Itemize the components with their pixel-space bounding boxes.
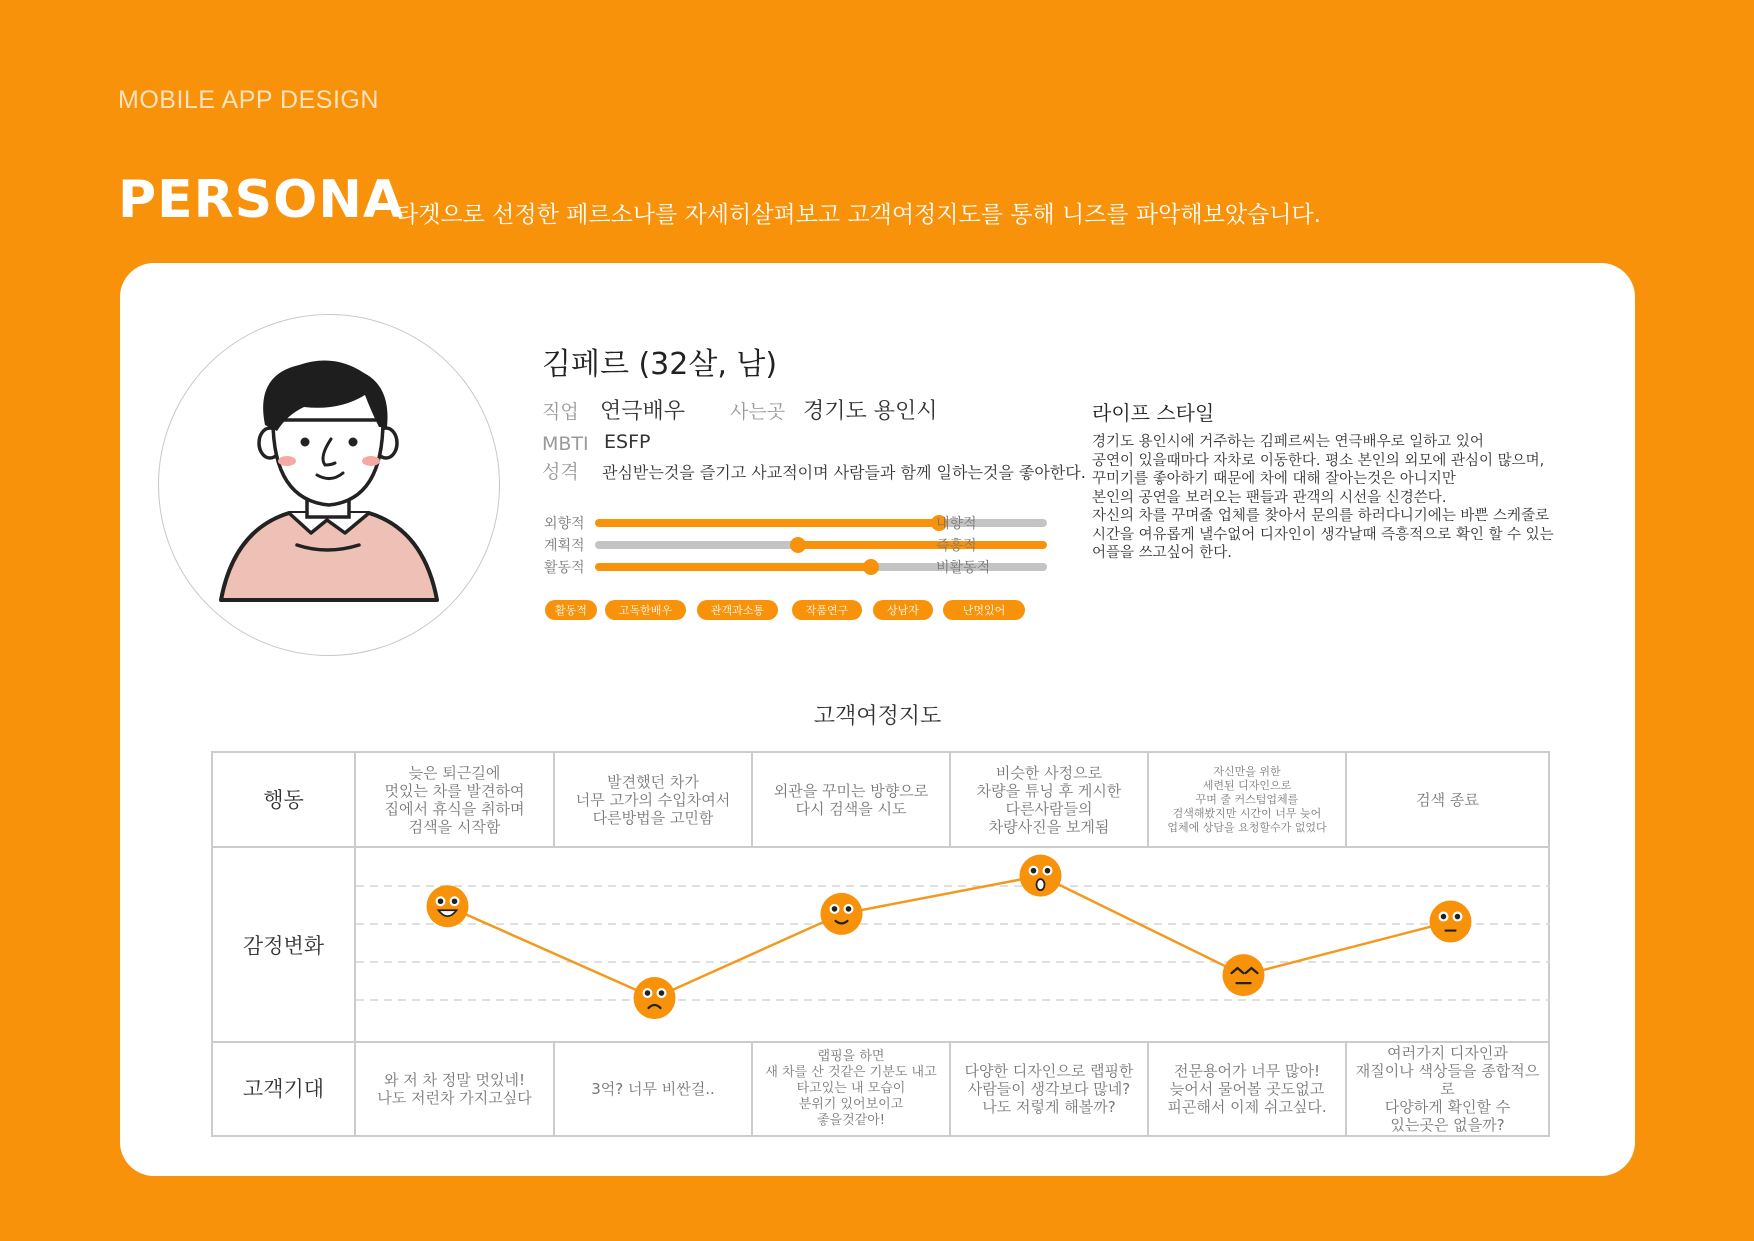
home-value: 경기도 용인시 <box>803 399 938 424</box>
emotion-cell <box>355 847 1549 1042</box>
tag-chip: 상남자 <box>873 600 933 620</box>
action-cell: 자신만을 위한 세련된 디자인으로 꾸며 줄 커스텀업체를 검색해봤지만 시간이 너무 늦어 업체에 상담을 요청할수가 없었다 <box>1148 752 1346 847</box>
scale-left-label: 활동적 <box>544 560 585 576</box>
scale-left-label: 외향적 <box>544 516 585 532</box>
journey-map-table <box>211 751 1550 1137</box>
job-label: 직업 <box>542 401 579 423</box>
scale-knob <box>790 537 806 553</box>
scale-left-label: 계획적 <box>544 538 585 554</box>
row-label-emotion: 감정변화 <box>212 847 355 1042</box>
emotion-line <box>448 876 1451 998</box>
mbti-label: MBTI <box>542 433 589 455</box>
action-cell: 외관을 꾸미는 방향으로 다시 검색을 시도 <box>752 752 950 847</box>
tag-chip: 관객과소통 <box>697 600 778 620</box>
emoji-neutral-icon <box>1430 901 1472 943</box>
avatar <box>158 314 500 656</box>
lifestyle-title: 라이프 스타일 <box>1092 401 1215 425</box>
emotion-chart <box>356 848 1550 1041</box>
expectation-cell: 다양한 디자인으로 랩핑한 사람들이 생각보다 많네? 나도 저렇게 해볼까? <box>950 1042 1148 1136</box>
page-subtitle: 타겟으로 선정한 페르소나를 자세히살펴보고 고객여정지도를 통해 니즈를 파악해보았습니다. <box>396 202 1321 228</box>
table-row <box>212 847 1549 1042</box>
row-label-expectation: 고객기대 <box>212 1042 355 1136</box>
scale-right-label: 내향적 <box>936 516 977 532</box>
eyebrow-label: MOBILE APP DESIGN <box>118 86 379 114</box>
tag-chip: 활동적 <box>545 600 597 620</box>
action-cell: 검색 종료 <box>1346 752 1549 847</box>
action-cell: 늦은 퇴근길에 멋있는 차를 발견하여 집에서 휴식을 취하며 검색을 시작함 <box>355 752 554 847</box>
home-label: 사는곳 <box>730 401 786 423</box>
table-row <box>212 1042 1549 1136</box>
person-illustration <box>159 315 499 655</box>
action-cell: 비슷한 사정으로 차량을 튜닝 후 게시한 다른사람들의 차량사진을 보게됨 <box>950 752 1148 847</box>
job-value: 연극배우 <box>600 399 686 424</box>
expectation-cell: 여러가지 디자인과 재질이나 색상들을 종합적으로 다양하게 확인할 수 있는곳은 없을까? <box>1346 1042 1549 1136</box>
tag-chip: 작품연구 <box>792 600 862 620</box>
scale-knob <box>863 559 879 575</box>
tag-chip: 고독한배우 <box>605 600 686 620</box>
scale-right-label: 비활동적 <box>936 560 991 576</box>
scale-right-label: 즉흥적 <box>936 538 977 554</box>
expectation-cell: 랩핑을 하면 새 차를 산 것같은 기분도 내고 타고있는 내 모습이 분위기 있어보이고 좋을것같아! <box>752 1042 950 1136</box>
emoji-smile-icon <box>821 893 863 935</box>
action-cell: 발견했던 차가 너무 고가의 수입차여서 다른방법을 고민함 <box>554 752 752 847</box>
expectation-cell: 전문용어가 너무 많아! 늦어서 물어볼 곳도없고 피곤해서 이제 쉬고싶다. <box>1148 1042 1346 1136</box>
lifestyle-text: 경기도 용인시에 거주하는 김페르씨는 연극배우로 일하고 있어 공연이 있을때마다 자차로 이동한다. 평소 본인의 외모에 관심이 많으며, 꾸미기를 좋아하기 때문에 차에 대해 잘아는것은 아니지만 본인의 공연을 보러오는 팬들과 관객의 시선을 신경쓴다. 자신의 차를 꾸며줄 업체를 찾아서 문의를 하러다니기에는 바쁜 스케줄로 시간을 여유롭게 낼수없어 디자인이 생각날때 즉흥적으로 확인 할 수 있는 어플을 쓰고싶어 한다. <box>1092 434 1554 561</box>
scale-track <box>595 541 1047 549</box>
emoji-sad-icon <box>634 977 676 1019</box>
persona-name: 김페르 (32살, 남) <box>542 347 778 382</box>
personality-label: 성격 <box>542 461 579 483</box>
tag-chip: 난멋있어 <box>943 600 1025 620</box>
emoji-surprised-icon <box>1020 855 1062 897</box>
emoji-happy-icon <box>427 885 469 927</box>
scale-track <box>595 519 1047 527</box>
row-label-action: 행동 <box>212 752 355 847</box>
emoji-upset-icon <box>1223 954 1265 996</box>
personality-value: 관심받는것을 즐기고 사교적이며 사람들과 함께 일하는것을 좋아한다. <box>602 463 1086 482</box>
journey-title: 고객여정지도 <box>813 704 942 729</box>
expectation-cell: 와 저 차 정말 멋있네! 나도 저런차 가지고싶다 <box>355 1042 554 1136</box>
persona-card <box>120 263 1635 1176</box>
expectation-cell: 3억? 너무 비싼걸.. <box>554 1042 752 1136</box>
page-title: PERSONA <box>118 170 405 230</box>
table-row <box>212 752 1549 847</box>
mbti-value: ESFP <box>604 431 651 453</box>
